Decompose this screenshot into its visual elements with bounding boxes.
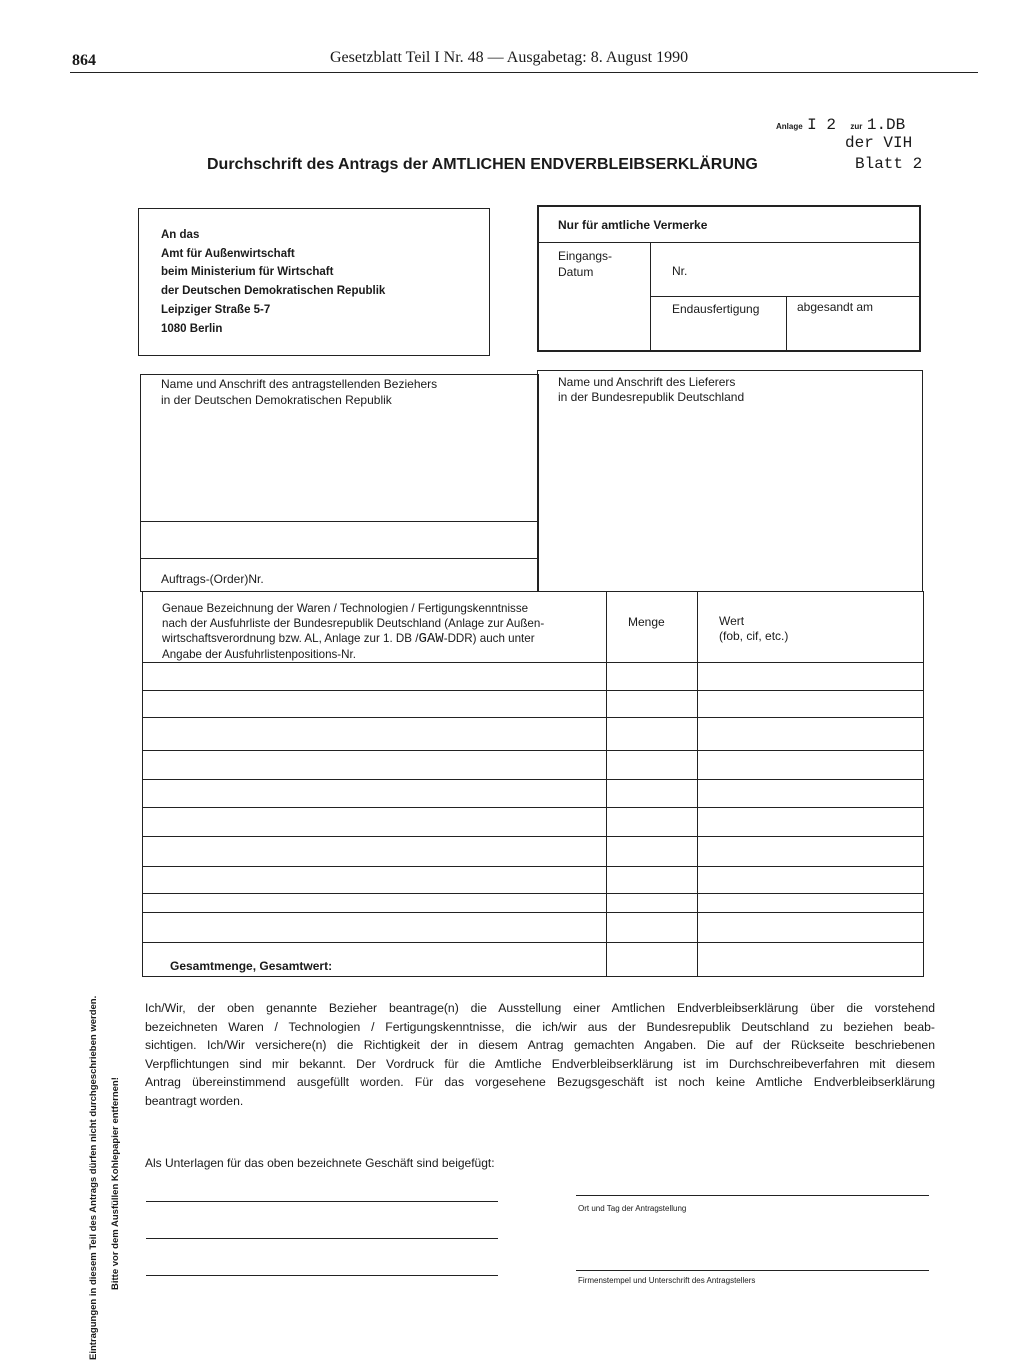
form-title: Durchschrift des Antrags der AMTLICHEN ENDVERBLEIBSERKLÄRUNG	[207, 156, 758, 173]
official-heading-rule	[537, 242, 921, 243]
menge-header: Menge	[628, 615, 665, 629]
official-col-divider	[650, 242, 651, 352]
goods-row-rule	[142, 750, 924, 751]
endausfertigung-label: Endausfertigung	[672, 302, 760, 316]
goods-col-wert	[697, 591, 698, 977]
goods-desc-line-3	[162, 631, 544, 647]
annex-reference	[776, 116, 905, 134]
goods-row-rule	[142, 912, 924, 913]
abgesandt-label: abgesandt am	[797, 300, 874, 314]
declaration-line: Antrag übereinstimmend ausgefüllt worden. Für das vorgesehene Bezugsgeschäft ist noch keine Amtliche Endverbleibserklärung	[145, 1075, 935, 1089]
attachments-label: Als Unterlagen für das oben bezeichnete Geschäft sind beigefügt:	[145, 1156, 495, 1170]
declaration-text	[145, 999, 935, 1110]
goods-row-rule	[142, 942, 924, 943]
declaration-line: Ich/Wir, der oben genannte Bezieher beantrage(n) die Ausstellung einer Amtlichen Endverbleibserklärung über die vorstehend	[145, 1001, 935, 1015]
goods-row-rule	[142, 779, 924, 780]
attachment-line	[146, 1275, 498, 1276]
address-line: 1080 Berlin	[161, 322, 223, 335]
wert-header-2: (fob, cif, etc.)	[719, 629, 789, 643]
goods-row-rule	[142, 717, 924, 718]
address-line: Amt für Außenwirtschaft	[161, 247, 295, 260]
declaration-line: sichtigen. Ich/Wir versichere(n) die Richtigkeit der in diesem Antrag gemachten Angaben. Die auf der Rückseite beschriebenen	[145, 1038, 935, 1052]
goods-row-rule	[142, 866, 924, 867]
page-number: 864	[72, 52, 96, 69]
address-line: der Deutschen Demokratischen Republik	[161, 285, 386, 298]
anlage-label: Anlage	[776, 122, 803, 131]
applicant-divider-2	[140, 558, 539, 559]
stamp-signature-label: Firmenstempel und Unterschrift des Antragstellers	[578, 1276, 756, 1285]
goods-row-rule	[142, 836, 924, 837]
goods-desc-line: Genaue Bezeichnung der Waren / Technologien / Fertigungskenntnisse	[162, 602, 529, 615]
zur-label: zur	[850, 122, 863, 131]
anlage-value: I 2	[807, 116, 836, 134]
address-block	[161, 226, 385, 338]
official-col-divider-2	[786, 296, 787, 352]
applicant-divider-1	[140, 521, 539, 522]
goods-desc-text: -DDR) auch unter	[443, 632, 535, 645]
eingang-label-2: Datum	[558, 265, 594, 279]
goods-row-rule	[142, 807, 924, 808]
total-label: Gesamtmenge, Gesamtwert:	[170, 959, 333, 973]
attachment-line	[146, 1238, 498, 1239]
supplier-label-2: in der Bundesrepublik Deutschland	[558, 390, 745, 404]
wert-header-1: Wert	[719, 614, 745, 628]
declaration-line: beantragt worden.	[145, 1093, 244, 1108]
declaration-line: bezeichneten Waren / Technologien / Fertigungskenntnisse, die ich/wir aus der Bundesrepublik Deutschland zu beziehen beab-	[145, 1019, 935, 1034]
applicant-label-2: in der Deutschen Demokratischen Republik	[161, 393, 392, 407]
address-line: beim Ministerium für Wirtschaft	[161, 266, 334, 279]
header-rule	[70, 72, 978, 73]
annex-line2: der VIH	[845, 134, 913, 152]
applicant-label-1: Name und Anschrift des antragstellenden Beziehers	[161, 377, 438, 391]
place-date-label: Ort und Tag der Antragstellung	[578, 1204, 687, 1213]
official-heading: Nur für amtliche Vermerke	[558, 218, 708, 232]
address-line: An das	[161, 229, 200, 241]
address-line: Leipziger Straße 5-7	[161, 303, 271, 316]
place-date-line	[576, 1195, 929, 1196]
goods-row-rule	[142, 893, 924, 894]
goods-header-rule	[142, 662, 924, 663]
supplier-label-1: Name und Anschrift des Lieferers	[558, 375, 736, 389]
goods-col-menge	[606, 591, 607, 977]
goods-row-rule	[142, 690, 924, 691]
goods-description-header	[162, 601, 544, 662]
nr-label: Nr.	[672, 264, 688, 278]
stamp-signature-line	[576, 1270, 929, 1271]
zur-value: 1.DB	[866, 116, 906, 134]
attachment-line	[146, 1201, 498, 1202]
goods-desc-line: nach der Ausfuhrliste der Bundesrepublik Deutschland (Anlage zur Außen-	[162, 617, 545, 630]
margin-note-1: Eintragungen in diesem Teil des Antrags dürfen nicht durchgeschrieben werden.	[88, 995, 99, 1360]
goods-desc-line: Angabe der Ausfuhrlistenpositions-Nr.	[162, 648, 356, 661]
margin-note-2: Bitte vor dem Ausfüllen Kohlepapier entfernen!	[110, 1077, 121, 1290]
annex-blatt: Blatt 2	[855, 155, 923, 173]
goods-desc-text: wirtschaftsverordnung bzw. AL, Anlage zur 1. DB /	[162, 632, 419, 645]
handwritten-gaw: GAW	[418, 631, 444, 647]
gazette-header: Gesetzblatt Teil I Nr. 48 — Ausgabetag: 8. August 1990	[330, 49, 689, 66]
eingang-label-1: Eingangs-	[558, 249, 613, 263]
order-number-label: Auftrags-(Order)Nr.	[161, 572, 264, 586]
declaration-line: Verpflichtungen sind mir bekannt. Der Vordruck für die Amtliche Endverbleibserklärung ist im Durchschreibeverfahren mit diesem	[145, 1056, 935, 1071]
